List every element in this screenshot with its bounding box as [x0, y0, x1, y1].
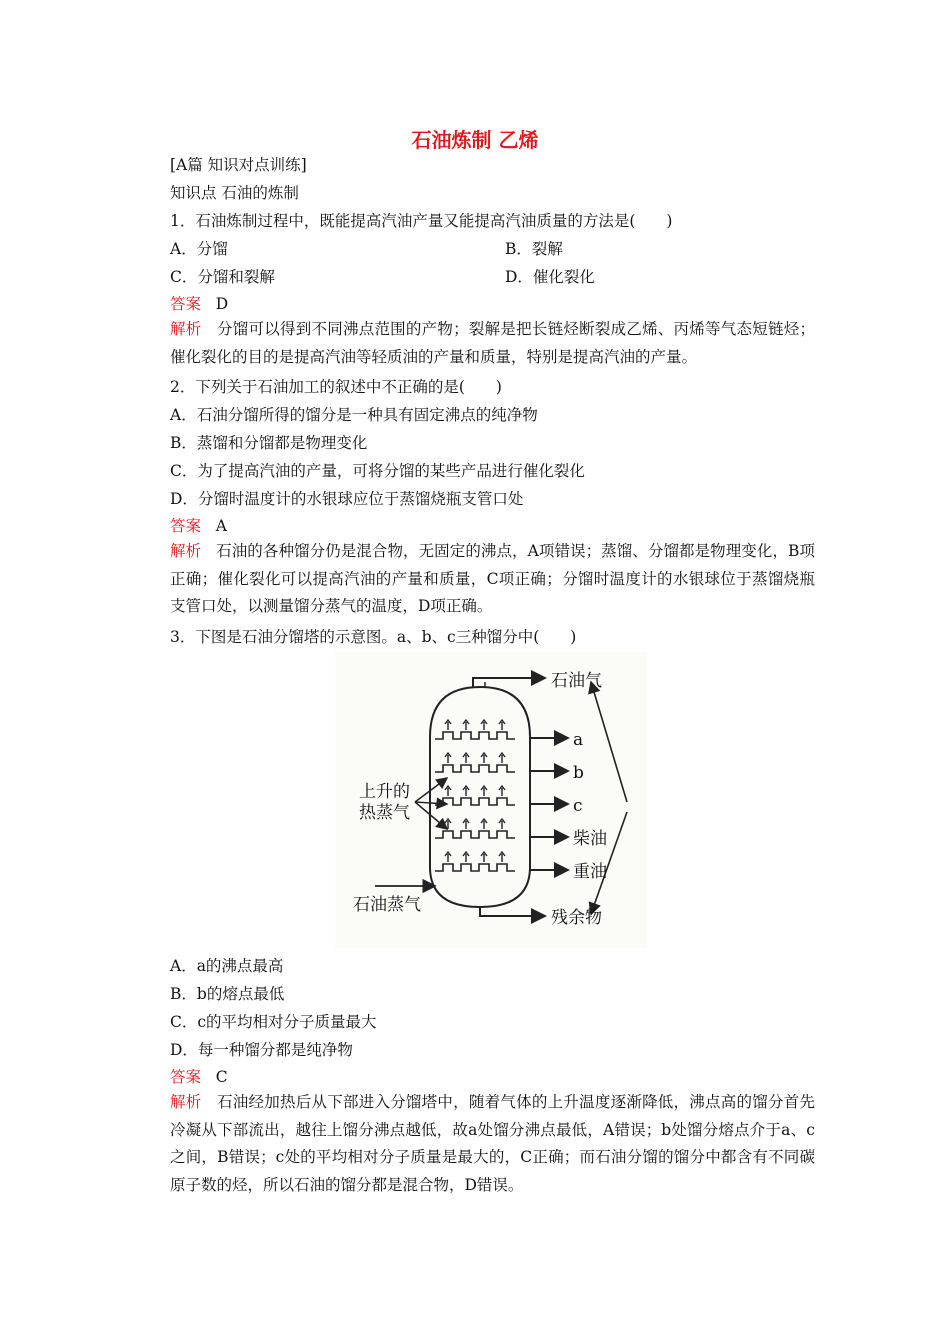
- label-a: a: [573, 730, 584, 750]
- q2-analysis: [170, 538, 815, 621]
- knowledge-point: 知识点 石油的炼制: [170, 184, 299, 202]
- label-b: b: [573, 763, 584, 783]
- analysis-label: 解析: [170, 542, 202, 560]
- q3-stem: 3．下图是石油分馏塔的示意图。a、b、c三种馏分中( ): [170, 628, 577, 646]
- q1-answer: [170, 292, 228, 314]
- label-petroleum-gas: 石油气: [551, 671, 602, 691]
- q1-option-a: A．分馏: [170, 240, 228, 258]
- page-title: 石油炼制 乙烯: [411, 128, 539, 152]
- analysis-text: 石油经加热后从下部进入分馏塔中，随着气体的上升温度逐渐降低，沸点高的馏分首先冷凝从下部流出，越往上馏分沸点越低，故a处馏分沸点最低，A错误；b处馏分熔点介于a、c之间，B错误；c处的平均相对分子质量是最大的，C正确；而石油分馏的馏分中都含有不同碳原子数的烃，所以石油的馏分都是混合物，D错误。: [170, 1093, 815, 1194]
- label-c: c: [573, 796, 583, 816]
- q1-option-b: B．裂解: [505, 240, 563, 258]
- q3-option-b: B．b的熔点最低: [170, 985, 285, 1003]
- q2-answer: [170, 514, 227, 536]
- distillation-tower-diagram: [335, 652, 647, 948]
- answer-value: D: [215, 295, 229, 313]
- q2-option-d: D．分馏时温度计的水银球应位于蒸馏烧瓶支管口处: [170, 490, 524, 508]
- q3-option-d: D．每一种馏分都是纯净物: [170, 1041, 353, 1059]
- label-diesel: 柴油: [573, 829, 607, 849]
- label-rising-1: 上升的: [359, 782, 410, 802]
- q2-option-c: C．为了提高汽油的产量，可将分馏的某些产品进行催化裂化: [170, 462, 585, 480]
- analysis-label: 解析: [170, 1093, 202, 1111]
- q3-option-c: C．c的平均相对分子质量最大: [170, 1013, 377, 1031]
- q2-option-a: A．石油分馏所得的馏分是一种具有固定沸点的纯净物: [170, 406, 538, 424]
- answer-label: 答案: [170, 517, 202, 535]
- answer-value: A: [215, 517, 227, 535]
- label-heavy-oil: 重油: [573, 862, 607, 882]
- q2-option-b: B．蒸馏和分馏都是物理变化: [170, 434, 368, 452]
- analysis-label: 解析: [170, 320, 202, 338]
- label-rising-2: 热蒸气: [359, 803, 410, 823]
- q3-answer: [170, 1065, 228, 1087]
- section-heading: [A篇 知识对点训练]: [170, 156, 307, 174]
- label-residue: 残余物: [551, 908, 602, 928]
- q3-option-a: A．a的沸点最高: [170, 957, 284, 975]
- q1-stem: 1．石油炼制过程中，既能提高汽油产量又能提高汽油质量的方法是( ): [170, 212, 673, 230]
- analysis-text: 石油的各种馏分仍是混合物，无固定的沸点，A项错误；蒸馏、分馏都是物理变化，B项正确；催化裂化可以提高汽油的产量和质量，C项正确；分馏时温度计的水银球位于蒸馏烧瓶支管口处，以测量馏分蒸气的温度，D项正确。: [170, 542, 815, 615]
- analysis-text: 分馏可以得到不同沸点范围的产物；裂解是把长链烃断裂成乙烯、丙烯等气态短链烃；催化裂化的目的是提高汽油等轻质油的产量和质量，特别是提高汽油的产量。: [170, 320, 815, 366]
- answer-label: 答案: [170, 295, 202, 313]
- answer-value: C: [215, 1068, 228, 1086]
- answer-label: 答案: [170, 1068, 202, 1086]
- q1-option-c: C．分馏和裂解: [170, 268, 275, 286]
- q2-stem: 2．下列关于石油加工的叙述中不正确的是( ): [170, 378, 502, 396]
- q1-option-d: D．催化裂化: [505, 268, 595, 286]
- q3-analysis: [170, 1089, 815, 1199]
- q1-analysis: [170, 316, 815, 371]
- label-feed: 石油蒸气: [353, 895, 421, 915]
